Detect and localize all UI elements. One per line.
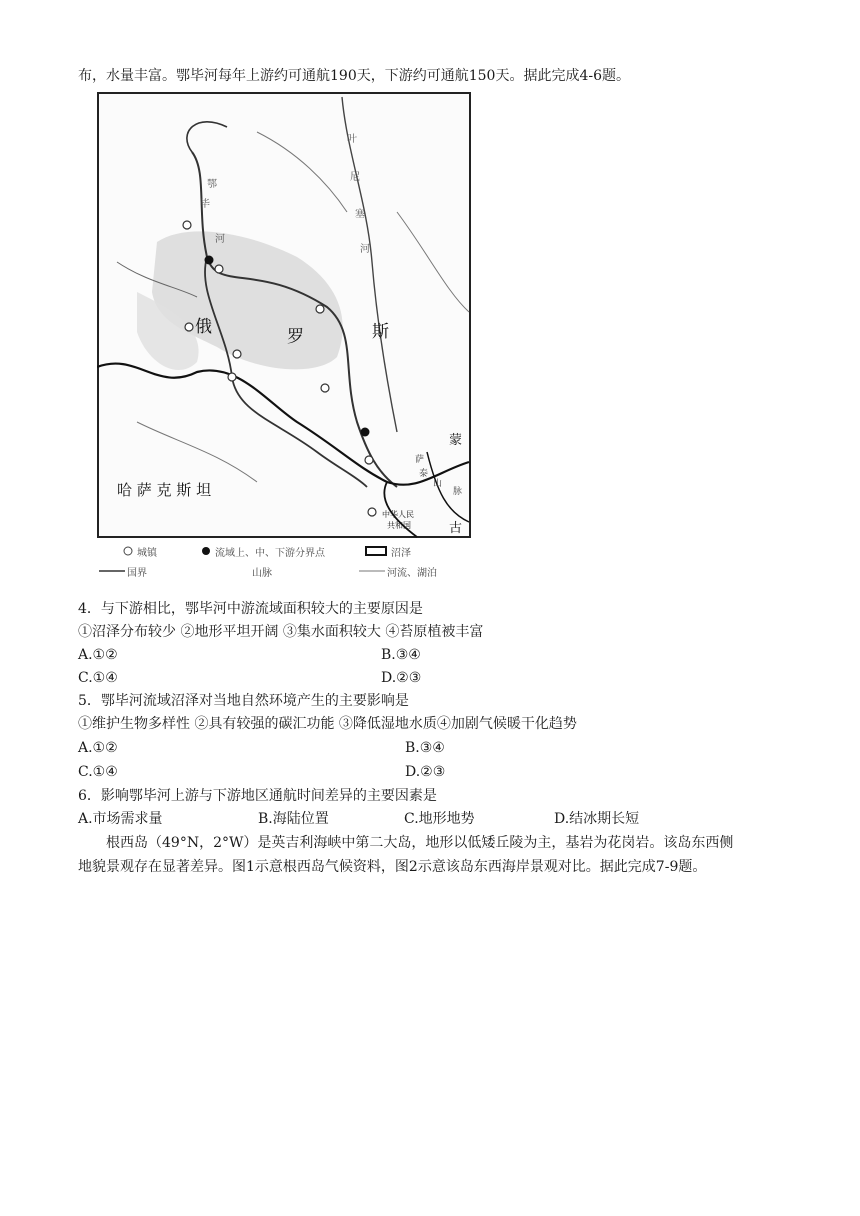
town-marker (316, 305, 324, 313)
q5-option-a: A.①② (78, 740, 118, 756)
boundary-point-marker (361, 428, 370, 437)
boundary-point-marker (205, 256, 214, 265)
label-china-1: 中华人民 (382, 510, 414, 519)
legend-boundary-point: 流域上、中、下游分界点 (215, 548, 325, 559)
label-yenisei-3: 塞 (355, 209, 365, 220)
label-russia-2: 罗 (287, 327, 304, 347)
town-marker (233, 350, 241, 358)
label-ob-1: 鄂 (207, 179, 217, 190)
label-mongolia-1: 蒙 (449, 433, 463, 448)
q5-option-c: C.①④ (78, 764, 118, 780)
q4-option-d: D.②③ (381, 670, 422, 686)
label-yenisei-4: 河 (360, 244, 370, 255)
legend-swamp: 沼泽 (391, 548, 411, 559)
passage-line-2: 地貌景观存在显著差异。图1示意根西岛气候资料，图2示意该岛东西海岸景观对比。据此完成7-9题。 (78, 859, 707, 875)
label-yenisei-1: 叶 (347, 134, 357, 145)
q6-option-b: B.海陆位置 (258, 811, 329, 827)
town-marker (185, 323, 193, 331)
q4-option-c: C.①④ (78, 670, 118, 686)
q4-option-b: B.③④ (381, 647, 421, 663)
q4-items: ①沼泽分布较少 ②地形平坦开阔 ③集水面积较大 ④苔原植被丰富 (78, 624, 484, 640)
legend-town: 城镇 (137, 548, 157, 559)
intro-line: 布，水量丰富。鄂毕河每年上游约可通航190天，下游约可通航150天。据此完成4-6题。 (78, 68, 630, 84)
legend-river-lake: 河流、湖泊 (387, 568, 437, 579)
label-mountain-4: 脉 (453, 487, 463, 497)
label-mountain-2: 泰 (419, 469, 429, 479)
town-marker (215, 265, 223, 273)
label-russia-1: 俄 (195, 317, 212, 337)
passage-line-1: 根西岛（49°N，2°W）是英吉利海峡中第二大岛，地形以低矮丘陵为主，基岩为花岗岩。该岛东西侧 (106, 835, 734, 851)
map-legend (97, 544, 497, 586)
q5-items: ①维护生物多样性 ②具有较强的碳汇功能 ③降低湿地水质④加剧气候暖干化趋势 (78, 716, 577, 732)
q6-option-a: A.市场需求量 (78, 811, 163, 827)
q5-option-b: B.③④ (405, 740, 445, 756)
label-kazakhstan: 哈 萨 克 斯 坦 (117, 481, 212, 499)
label-ob-3: 河 (215, 234, 225, 245)
legend-mountain: 山脉 (252, 568, 272, 579)
label-mongolia-2: 古 (449, 521, 463, 536)
town-marker (321, 384, 329, 392)
town-marker (228, 373, 236, 381)
ob-river-map (97, 92, 471, 538)
q4-option-a: A.①② (78, 647, 118, 663)
label-mountain-1: 萨 (415, 455, 425, 465)
legend-border: 国界 (127, 568, 147, 579)
label-china-2: 共和国 (387, 521, 411, 530)
q6-option-c: C.地形地势 (404, 811, 475, 827)
town-marker (183, 221, 191, 229)
town-marker (368, 508, 376, 516)
label-mountain-3: 山 (433, 479, 443, 489)
label-russia-3: 斯 (372, 322, 389, 342)
q6-stem: 6．影响鄂毕河上游与下游地区通航时间差异的主要因素是 (78, 788, 437, 804)
label-yenisei-2: 尼 (350, 172, 360, 183)
q5-option-d: D.②③ (405, 764, 446, 780)
q6-option-d: D.结冰期长短 (554, 811, 640, 827)
q5-stem: 5．鄂毕河流域沼泽对当地自然环境产生的主要影响是 (78, 693, 409, 709)
label-ob-2: 毕 (200, 199, 210, 210)
town-marker (365, 456, 373, 464)
q4-stem: 4．与下游相比，鄂毕河中游流域面积较大的主要原因是 (78, 601, 423, 617)
